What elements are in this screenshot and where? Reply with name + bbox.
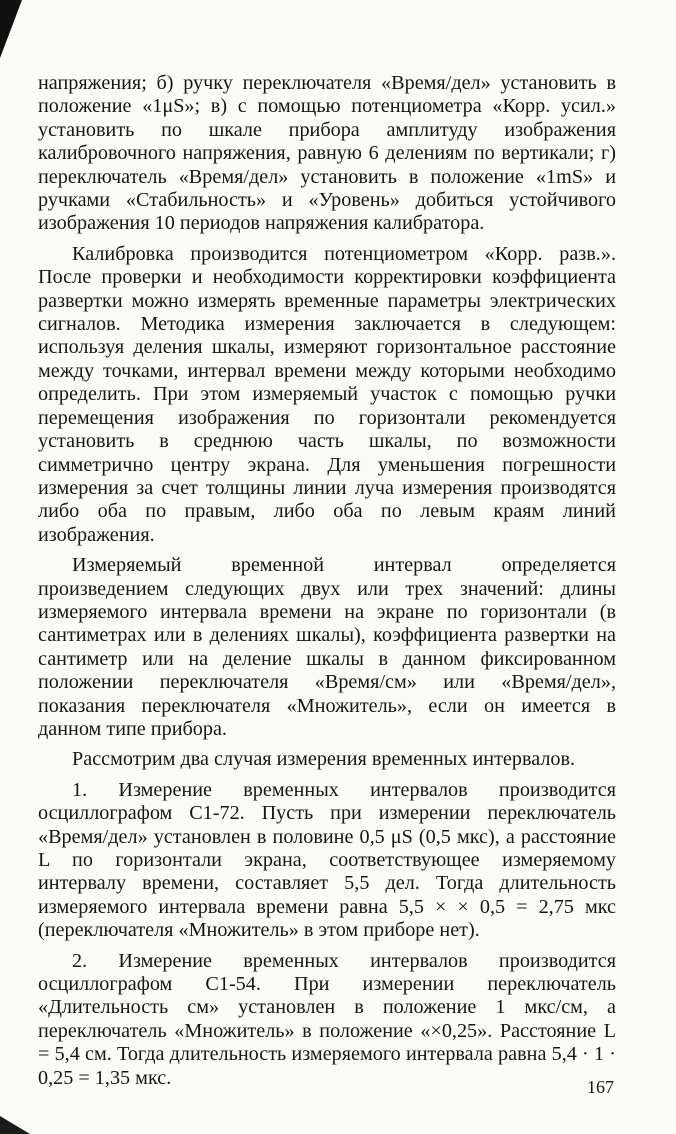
- paragraph: Рассмотрим два случая измерения временных интервалов.: [72, 748, 576, 771]
- paragraph: напряжения; б) ручку переключателя «Время/дел» установить в положение «1μS»; в) с помощью потенциометра «Корр. усил.» установить по шкале прибора амплитуду изображения калибровочного напряжения, равную 6 делениям по вертикали; г) переключатель «Время/дел» установить в положение «1mS» и ручками «Стабильность» и «Уровень» добиться устойчивого изображения 10 периодов напряжения калибратора.: [38, 72, 616, 235]
- scan-corner-shadow-bottom: [0, 1116, 30, 1134]
- paragraph: 1. Измерение временных интервалов производится осциллографом С1-72. Пусть при измерении переключатель «Время/дел» установлен в половине 0,5 μS (0,5 мкс), а расстояние L по горизонтали экрана, соответствующее измеряемому интервалу времени, составляет 5,5 дел. Тогда длительность измеряемого интервала времени равна 5,5 × × 0,5 = 2,75 мкс (переключателя «Множитель» в этом приборе нет).: [38, 778, 616, 942]
- paragraph: Измеряемый временной интервал определяется произведением следующих двух или трех значений: длины измеряемого интервала времени на экране по горизонтали (в сантиметрах или в делениях шкалы), коэффициента развертки на сантиметр или на деление шкалы в данном фиксированном положении переключателя «Время/см» или «Время/дел», показания переключателя «Множитель», если он имеется в данном типе прибора.: [38, 554, 616, 740]
- page-body: [38, 72, 616, 1097]
- paragraph: 2. Измерение временных интервалов производится осциллографом С1-54. При измерении переключатель «Длительность см» установлен в положение 1 мкс/см, а переключатель «Множитель» в положение «×0,25». Расстояние L = 5,4 см. Тогда длительность измеряемого интервала равна 5,4 · 1 · 0,25 = 1,35 мкс.: [38, 949, 616, 1089]
- scan-corner-shadow: [0, 0, 22, 58]
- paragraph: Калибровка производится потенциометром «Корр. разв.». После проверки и необходимости корректировки коэффициента развертки можно измерять временные параметры электрических сигналов. Методика измерения заключается в следующем: используя деления шкалы, измеряют горизонтальное расстояние между точками, интервал времени между которыми необходимо определить. При этом измеряемый участок с помощью ручки перемещения изображения по горизонтали рекомендуется установить в среднюю часть шкалы, по возможности симметрично центру экрана. Для уменьшения погрешности измерения за счет толщины линии луча измерения производятся либо оба по правым, либо оба по левым краям линий изображения.: [38, 242, 616, 546]
- page-number: 167: [587, 1077, 614, 1097]
